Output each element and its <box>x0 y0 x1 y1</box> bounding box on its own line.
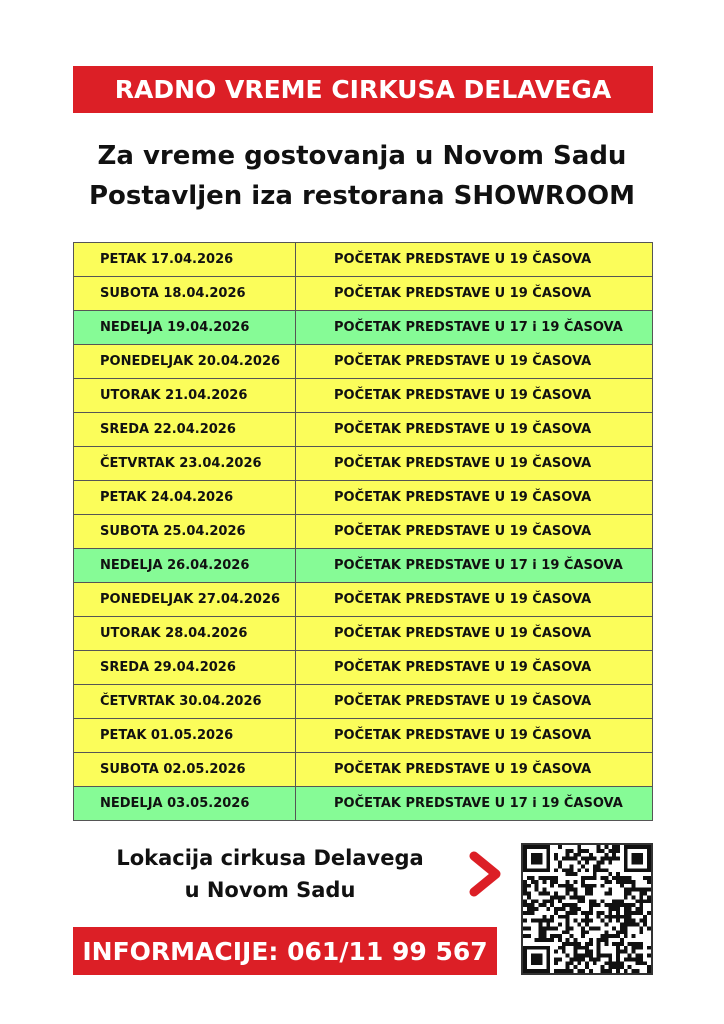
title-banner <box>73 66 653 113</box>
subtitle-line-1: Za vreme gostovanja u Novom Sadu <box>97 141 627 171</box>
schedule-time: POČETAK PREDSTAVE U 19 ČASOVA <box>296 583 653 617</box>
qr-code-icon[interactable] <box>521 843 653 975</box>
schedule-table <box>73 242 653 821</box>
schedule-row <box>74 379 653 413</box>
schedule-day: SUBOTA 18.04.2026 <box>74 277 296 311</box>
schedule-time: POČETAK PREDSTAVE U 19 ČASOVA <box>296 447 653 481</box>
schedule-row <box>74 345 653 379</box>
schedule-day: SUBOTA 02.05.2026 <box>74 753 296 787</box>
schedule-row <box>74 583 653 617</box>
schedule-day: ČETVRTAK 30.04.2026 <box>74 685 296 719</box>
schedule-day: SREDA 22.04.2026 <box>74 413 296 447</box>
schedule-row <box>74 243 653 277</box>
schedule-day: ČETVRTAK 23.04.2026 <box>74 447 296 481</box>
schedule-time: POČETAK PREDSTAVE U 17 i 19 ČASOVA <box>296 787 653 821</box>
schedule-time: POČETAK PREDSTAVE U 19 ČASOVA <box>296 243 653 277</box>
subtitle <box>60 136 664 216</box>
schedule-time: POČETAK PREDSTAVE U 19 ČASOVA <box>296 719 653 753</box>
schedule-day: PETAK 17.04.2026 <box>74 243 296 277</box>
schedule-time: POČETAK PREDSTAVE U 17 i 19 ČASOVA <box>296 311 653 345</box>
schedule-row <box>74 515 653 549</box>
schedule-day: NEDELJA 03.05.2026 <box>74 787 296 821</box>
schedule-time: POČETAK PREDSTAVE U 17 i 19 ČASOVA <box>296 549 653 583</box>
subtitle-line-2: Postavljen iza restorana SHOWROOM <box>88 181 636 211</box>
schedule-time: POČETAK PREDSTAVE U 19 ČASOVA <box>296 345 653 379</box>
schedule-row <box>74 481 653 515</box>
schedule-row <box>74 685 653 719</box>
schedule-time: POČETAK PREDSTAVE U 19 ČASOVA <box>296 413 653 447</box>
schedule-time: POČETAK PREDSTAVE U 19 ČASOVA <box>296 379 653 413</box>
chevron-right-icon <box>462 850 508 898</box>
schedule-day: PETAK 01.05.2026 <box>74 719 296 753</box>
schedule-time: POČETAK PREDSTAVE U 19 ČASOVA <box>296 685 653 719</box>
schedule-row <box>74 719 653 753</box>
schedule-time: POČETAK PREDSTAVE U 19 ČASOVA <box>296 651 653 685</box>
schedule-day: UTORAK 28.04.2026 <box>74 617 296 651</box>
page-title: RADNO VREME CIRKUSA DELAVEGA <box>114 75 612 104</box>
schedule-row <box>74 651 653 685</box>
schedule-time: POČETAK PREDSTAVE U 19 ČASOVA <box>296 481 653 515</box>
schedule-row <box>74 787 653 821</box>
location-line-2: u Novom Sadu <box>184 878 356 902</box>
info-banner <box>73 927 497 975</box>
info-phone: INFORMACIJE: 061/11 99 567 <box>82 936 488 966</box>
schedule-day: PONEDELJAK 27.04.2026 <box>74 583 296 617</box>
schedule-time: POČETAK PREDSTAVE U 19 ČASOVA <box>296 617 653 651</box>
schedule-row <box>74 447 653 481</box>
schedule-row <box>74 549 653 583</box>
schedule-day: PONEDELJAK 20.04.2026 <box>74 345 296 379</box>
schedule-day: UTORAK 21.04.2026 <box>74 379 296 413</box>
schedule-time: POČETAK PREDSTAVE U 19 ČASOVA <box>296 753 653 787</box>
schedule-row <box>74 413 653 447</box>
schedule-day: SREDA 29.04.2026 <box>74 651 296 685</box>
location-text <box>85 842 455 906</box>
schedule-day: PETAK 24.04.2026 <box>74 481 296 515</box>
schedule-row <box>74 753 653 787</box>
schedule-day: SUBOTA 25.04.2026 <box>74 515 296 549</box>
schedule-time: POČETAK PREDSTAVE U 19 ČASOVA <box>296 277 653 311</box>
schedule-time: POČETAK PREDSTAVE U 19 ČASOVA <box>296 515 653 549</box>
schedule-row <box>74 277 653 311</box>
schedule-row <box>74 617 653 651</box>
schedule-day: NEDELJA 26.04.2026 <box>74 549 296 583</box>
schedule-day: NEDELJA 19.04.2026 <box>74 311 296 345</box>
location-line-1: Lokacija cirkusa Delavega <box>116 846 424 870</box>
schedule-row <box>74 311 653 345</box>
